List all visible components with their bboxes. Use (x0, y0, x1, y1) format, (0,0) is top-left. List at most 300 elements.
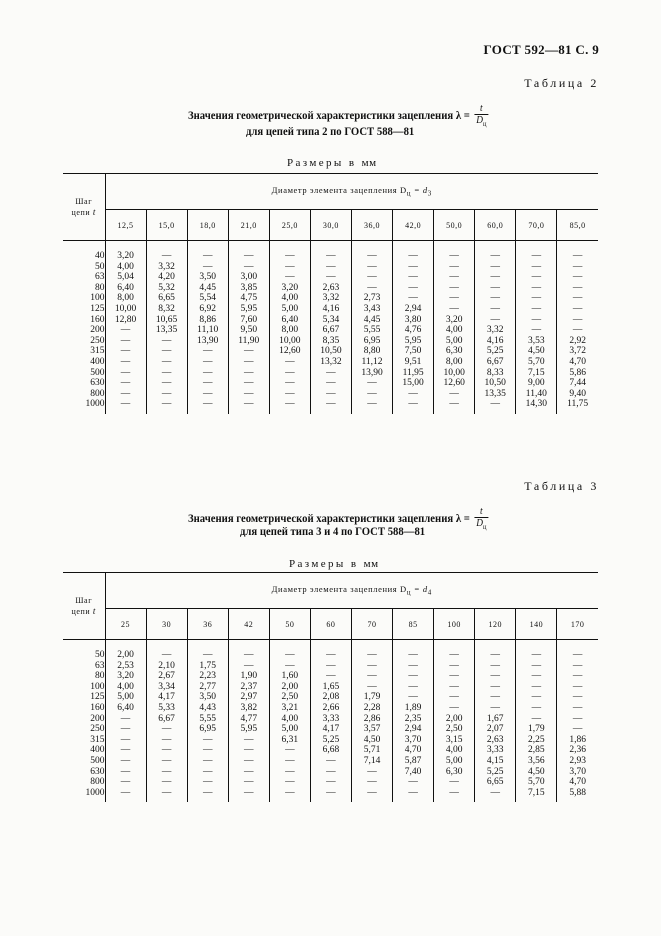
lambda-value: — (310, 777, 351, 788)
lambda-value: — (516, 293, 557, 304)
lambda-value: — (351, 788, 392, 799)
step-value: 160 (63, 315, 105, 326)
lambda-value: 2,23 (187, 671, 228, 682)
lambda-value: 2,97 (228, 692, 269, 703)
lambda-value: — (393, 293, 434, 304)
spacer-cell (228, 410, 269, 414)
lambda-value: — (516, 315, 557, 326)
table-row (63, 682, 598, 693)
lambda-value: — (228, 378, 269, 389)
lambda-value: 6,40 (269, 315, 310, 326)
lambda-value: — (475, 692, 516, 703)
table-row (63, 399, 598, 410)
diameter-value: 21,0 (228, 210, 269, 241)
lambda-value: 9,51 (393, 357, 434, 368)
diameter-header (105, 573, 598, 609)
spacer-cell (146, 640, 187, 651)
diameter-value: 36 (187, 609, 228, 640)
lambda-value: — (105, 325, 146, 336)
spacer-cell (269, 640, 310, 651)
diameter-value: 30 (146, 609, 187, 640)
lambda-value: 2,63 (310, 283, 351, 294)
spacer-cell (63, 798, 105, 802)
lambda-value: — (475, 283, 516, 294)
lambda-value: — (310, 788, 351, 799)
lambda-value: — (572, 251, 583, 261)
lambda-value: — (187, 756, 228, 767)
lambda-value: — (351, 661, 392, 672)
diameter-value: 140 (516, 609, 557, 640)
table3-label: Таблица 3 (524, 479, 599, 493)
lambda-value: 4,50 (516, 767, 557, 778)
step-header-line2: цепи (71, 208, 91, 217)
lambda-value: — (475, 272, 516, 283)
table3-subtitle: для цепей типа 3 и 4 по ГОСТ 588—81 (240, 526, 426, 538)
lambda-value: 5,00 (269, 304, 310, 315)
lambda-value: — (434, 389, 475, 400)
lambda-value: — (310, 389, 351, 400)
lambda-value: 6,40 (105, 703, 146, 714)
lambda-value: 5,32 (146, 283, 187, 294)
lambda-value: — (434, 262, 475, 273)
spacer-cell (434, 241, 475, 252)
fraction-denominator (474, 517, 488, 533)
lambda-value: — (572, 282, 583, 293)
lambda-value: — (475, 661, 516, 672)
lambda-value: 6,67 (475, 357, 516, 368)
diameter-value: 100 (434, 609, 475, 640)
header-row (63, 174, 598, 210)
spacer-cell (393, 410, 434, 414)
lambda-value: — (516, 251, 557, 262)
lambda-value: 4,00 (105, 682, 146, 693)
step-value: 40 (63, 251, 105, 262)
lambda-value: 2,08 (310, 692, 351, 703)
spacer-cell (105, 410, 146, 414)
diameter-value: 70 (351, 609, 392, 640)
table-row (63, 368, 598, 379)
spacer-cell (310, 241, 351, 252)
lambda-value: — (351, 378, 392, 389)
lambda-value: — (146, 788, 187, 799)
table-row (63, 357, 598, 368)
lambda-value: 11,40 (516, 389, 557, 400)
lambda-value: — (475, 262, 516, 273)
lambda-value: 3,80 (393, 315, 434, 326)
table-row (63, 767, 598, 778)
lambda-value: 2,37 (228, 682, 269, 693)
lambda-value: 3,43 (351, 304, 392, 315)
lambda-value: 2,93 (569, 755, 586, 766)
spacer-cell (557, 798, 598, 802)
lambda-value: — (434, 399, 475, 410)
step-value: 500 (63, 756, 105, 767)
lambda-value: — (310, 650, 351, 661)
step-value: 400 (63, 357, 105, 368)
lambda-value: — (516, 283, 557, 294)
lambda-value: — (146, 399, 187, 410)
lambda-value: 2,53 (105, 661, 146, 672)
spacer-cell (475, 798, 516, 802)
lambda-value: — (228, 262, 269, 273)
lambda-value: — (351, 777, 392, 788)
lambda-value: — (310, 368, 351, 379)
lambda-value: 7,60 (228, 315, 269, 326)
lambda-value: — (516, 650, 557, 661)
lambda-value: 8,80 (351, 346, 392, 357)
lambda-value: 9,00 (516, 378, 557, 389)
lambda-value: 4,70 (569, 356, 586, 367)
lambda-value: 5,70 (516, 777, 557, 788)
spacer-cell (310, 798, 351, 802)
lambda-value: 6,67 (146, 714, 187, 725)
lambda-value: — (187, 262, 228, 273)
lambda-value: 10,65 (146, 315, 187, 326)
lambda-value: 7,15 (516, 788, 557, 799)
lambda-value: — (269, 357, 310, 368)
lambda-value: — (146, 251, 187, 262)
lambda-value: 3,72 (569, 346, 586, 357)
table-row (63, 251, 598, 262)
diameter-value: 15,0 (146, 210, 187, 241)
lambda-value: — (105, 378, 146, 389)
lambda-value: — (269, 745, 310, 756)
lambda-value: — (228, 745, 269, 756)
spacer-cell (516, 410, 557, 414)
lambda-value: 3,50 (187, 272, 228, 283)
lambda-value: — (434, 272, 475, 283)
lambda-value: 5,87 (393, 756, 434, 767)
lambda-value: — (434, 703, 475, 714)
lambda-value: 5,04 (105, 272, 146, 283)
spacer-cell (434, 410, 475, 414)
step-value: 500 (63, 368, 105, 379)
lambda-value: — (105, 357, 146, 368)
lambda-value: — (434, 650, 475, 661)
document-header: ГОСТ 592—81 С. 9 (483, 42, 599, 57)
diameter-header-sub2: 3 (427, 189, 432, 198)
lambda-value: 11,90 (228, 336, 269, 347)
fraction-den-letter: D (476, 518, 483, 529)
diameter-value: 36,0 (351, 210, 392, 241)
lambda-value: — (146, 389, 187, 400)
table2-subtitle: для цепей типа 2 по ГОСТ 588—81 (246, 126, 415, 138)
step-value: 250 (63, 336, 105, 347)
lambda-value: — (572, 314, 583, 325)
lambda-value: 4,15 (475, 756, 516, 767)
lambda-value: — (146, 777, 187, 788)
diameter-header-eq: = d (411, 584, 428, 595)
spacer-cell (351, 241, 392, 252)
diameter-value: 85,0 (557, 210, 598, 241)
lambda-value: — (475, 304, 516, 315)
spacer-cell (269, 241, 310, 252)
lambda-value: 1,79 (351, 692, 392, 703)
spacer-cell (475, 640, 516, 651)
lambda-value: — (146, 357, 187, 368)
lambda-value: 6,67 (310, 325, 351, 336)
lambda-value: 7,14 (351, 756, 392, 767)
diameter-row (63, 609, 598, 640)
lambda-value: 2,50 (269, 692, 310, 703)
lambda-value: 5,86 (569, 367, 586, 378)
lambda-value: — (269, 767, 310, 778)
lambda-value: 3,15 (434, 735, 475, 746)
lambda-value: — (434, 251, 475, 262)
spacer-cell (310, 640, 351, 651)
lambda-value: — (572, 293, 583, 304)
lambda-value: 2,67 (146, 671, 187, 682)
lambda-value: — (393, 283, 434, 294)
table-row (63, 325, 598, 336)
lambda-value: — (516, 262, 557, 273)
lambda-value: 3,34 (146, 682, 187, 693)
step-value: 50 (63, 650, 105, 661)
lambda-value: 3,32 (310, 293, 351, 304)
lambda-value: 13,35 (475, 389, 516, 400)
lambda-value: — (187, 399, 228, 410)
lambda-value: — (187, 346, 228, 357)
lambda-value: 6,30 (434, 767, 475, 778)
lambda-value: 4,00 (434, 325, 475, 336)
table-row (63, 735, 598, 746)
lambda-value: 6,95 (187, 724, 228, 735)
table-row (63, 304, 598, 315)
lambda-value: 11,10 (187, 325, 228, 336)
lambda-value: — (475, 671, 516, 682)
lambda-value: — (434, 788, 475, 799)
lambda-value: 4,20 (146, 272, 187, 283)
lambda-value: — (516, 692, 557, 703)
lambda-value: 3,32 (146, 262, 187, 273)
lambda-value: 5,55 (351, 325, 392, 336)
lambda-value: — (310, 399, 351, 410)
lambda-value: — (187, 777, 228, 788)
lambda-value: 6,92 (187, 304, 228, 315)
table-row (63, 650, 598, 661)
step-value: 63 (63, 272, 105, 283)
spacer-cell (351, 640, 392, 651)
lambda-value: — (187, 745, 228, 756)
sizes-unit: мм (363, 558, 379, 570)
lambda-value: — (269, 251, 310, 262)
header-row (63, 573, 598, 609)
table-row (63, 692, 598, 703)
lambda-value: — (228, 399, 269, 410)
lambda-value: 4,70 (569, 777, 586, 788)
spacer-cell (63, 410, 105, 414)
lambda-value: — (310, 671, 351, 682)
spacer-cell (351, 798, 392, 802)
spacer-cell (475, 241, 516, 252)
lambda-value: 2,66 (310, 703, 351, 714)
lambda-value: — (310, 272, 351, 283)
lambda-value: — (228, 777, 269, 788)
diameter-header-text: Диаметр элемента зацепления D (271, 584, 407, 595)
lambda-value: — (572, 724, 583, 735)
lambda-value: — (393, 272, 434, 283)
spacer-cell (187, 410, 228, 414)
step-value: 160 (63, 703, 105, 714)
lambda-value: — (228, 756, 269, 767)
lambda-value: — (269, 272, 310, 283)
step-header-var: t (92, 606, 96, 616)
lambda-value: — (434, 671, 475, 682)
lambda-value: — (187, 767, 228, 778)
spacer-cell (105, 640, 146, 651)
lambda-value: — (228, 661, 269, 672)
spacer-cell (557, 640, 598, 651)
lambda-value: 2,50 (434, 724, 475, 735)
lambda-value: — (187, 389, 228, 400)
lambda-value: — (146, 756, 187, 767)
spacer-cell (146, 798, 187, 802)
spacer-cell (63, 640, 105, 651)
lambda-value: 4,43 (187, 703, 228, 714)
lambda-value: 12,80 (105, 315, 146, 326)
lambda-value: — (146, 724, 187, 735)
lambda-value: — (393, 682, 434, 693)
table2-sizes-caption (287, 157, 377, 169)
lambda-value: 5,54 (187, 293, 228, 304)
lambda-value: — (351, 262, 392, 273)
table-row (63, 745, 598, 756)
lambda-value: 8,35 (310, 336, 351, 347)
lambda-value: 4,17 (146, 692, 187, 703)
sizes-caption-text: Размеры в (289, 558, 359, 570)
lambda-value: — (434, 692, 475, 703)
lambda-value: — (310, 251, 351, 262)
lambda-value: — (228, 389, 269, 400)
step-value: 315 (63, 735, 105, 746)
lambda-value: 3,00 (228, 272, 269, 283)
lambda-value: 5,88 (569, 787, 586, 798)
lambda-value: — (572, 692, 583, 703)
lambda-value: 2,63 (475, 735, 516, 746)
table-row (63, 777, 598, 788)
lambda-value: 7,50 (393, 346, 434, 357)
lambda-value: — (572, 681, 583, 692)
spacer-cell (105, 798, 146, 802)
lambda-value: 1,75 (187, 661, 228, 672)
table-row (63, 272, 598, 283)
lambda-value: 6,65 (475, 777, 516, 788)
lambda-value: 5,95 (228, 304, 269, 315)
lambda-value: — (572, 325, 583, 336)
fraction-den-sub: ц (482, 523, 487, 531)
lambda-value: 12,60 (434, 378, 475, 389)
step-header-line2: цепи (71, 607, 91, 616)
lambda-value: 6,65 (146, 293, 187, 304)
lambda-value: — (475, 399, 516, 410)
lambda-value: — (572, 261, 583, 272)
diameter-header-sub: ц (406, 588, 412, 597)
lambda-value: 4,70 (393, 745, 434, 756)
lambda-value: 10,00 (269, 336, 310, 347)
lambda-value: — (572, 272, 583, 283)
diameter-value: 50,0 (434, 210, 475, 241)
step-value: 100 (63, 293, 105, 304)
lambda-value: 5,95 (228, 724, 269, 735)
lambda-value: — (572, 702, 583, 713)
lambda-value: 3,56 (516, 756, 557, 767)
lambda-value: — (310, 767, 351, 778)
lambda-value: 9,40 (569, 388, 586, 399)
lambda-value: — (516, 304, 557, 315)
lambda-value: 2,00 (434, 714, 475, 725)
lambda-value: 13,90 (351, 368, 392, 379)
step-value: 1000 (63, 399, 105, 410)
table-row (63, 346, 598, 357)
lambda-value: — (146, 745, 187, 756)
lambda-value: 4,45 (187, 283, 228, 294)
diameter-header-sub: ц (406, 189, 412, 198)
lambda-value: — (105, 389, 146, 400)
lambda-value: — (393, 650, 434, 661)
spacer-cell (228, 798, 269, 802)
lambda-value: — (228, 346, 269, 357)
lambda-value: — (572, 650, 583, 660)
spacer-cell (269, 410, 310, 414)
lambda-value: 5,34 (310, 315, 351, 326)
lambda-value: — (228, 650, 269, 661)
lambda-value: — (105, 767, 146, 778)
lambda-value: 2,85 (516, 745, 557, 756)
lambda-value: 10,50 (475, 378, 516, 389)
lambda-value: — (393, 788, 434, 799)
spacer-cell (146, 410, 187, 414)
lambda-value: 2,35 (393, 714, 434, 725)
lambda-value: 1,67 (475, 714, 516, 725)
spacer-cell (393, 241, 434, 252)
lambda-value: 9,50 (228, 325, 269, 336)
lambda-value: — (105, 788, 146, 799)
lambda-value: 2,36 (569, 745, 586, 756)
diameter-header-sub2: 4 (427, 588, 432, 597)
lambda-value: 7,44 (569, 378, 586, 389)
table-row (63, 293, 598, 304)
lambda-value: — (351, 251, 392, 262)
fraction-den-letter: D (476, 115, 483, 126)
lambda-value: — (310, 661, 351, 672)
lambda-value: — (516, 272, 557, 283)
lambda-value: 13,35 (146, 325, 187, 336)
diameter-value: 70,0 (516, 210, 557, 241)
step-value: 63 (63, 661, 105, 672)
lambda-value: 1,86 (569, 734, 586, 745)
lambda-value: — (393, 262, 434, 273)
lambda-value: — (393, 777, 434, 788)
step-header-line1: Шаг (75, 197, 93, 206)
fraction-denominator (474, 114, 488, 130)
step-value: 630 (63, 378, 105, 389)
spacer-cell (516, 798, 557, 802)
lambda-value: 5,25 (475, 346, 516, 357)
lambda-value: — (269, 399, 310, 410)
lambda-value: — (146, 767, 187, 778)
lambda-value: — (516, 682, 557, 693)
step-header (63, 174, 105, 241)
lambda-value: 2,10 (146, 661, 187, 672)
spacer-cell (310, 410, 351, 414)
lambda-value: 2,07 (475, 724, 516, 735)
lambda-value: — (572, 303, 583, 314)
table-row (63, 262, 598, 273)
spacer-cell (475, 410, 516, 414)
lambda-value: 1,65 (310, 682, 351, 693)
lambda-value: — (269, 368, 310, 379)
lambda-value: — (393, 661, 434, 672)
